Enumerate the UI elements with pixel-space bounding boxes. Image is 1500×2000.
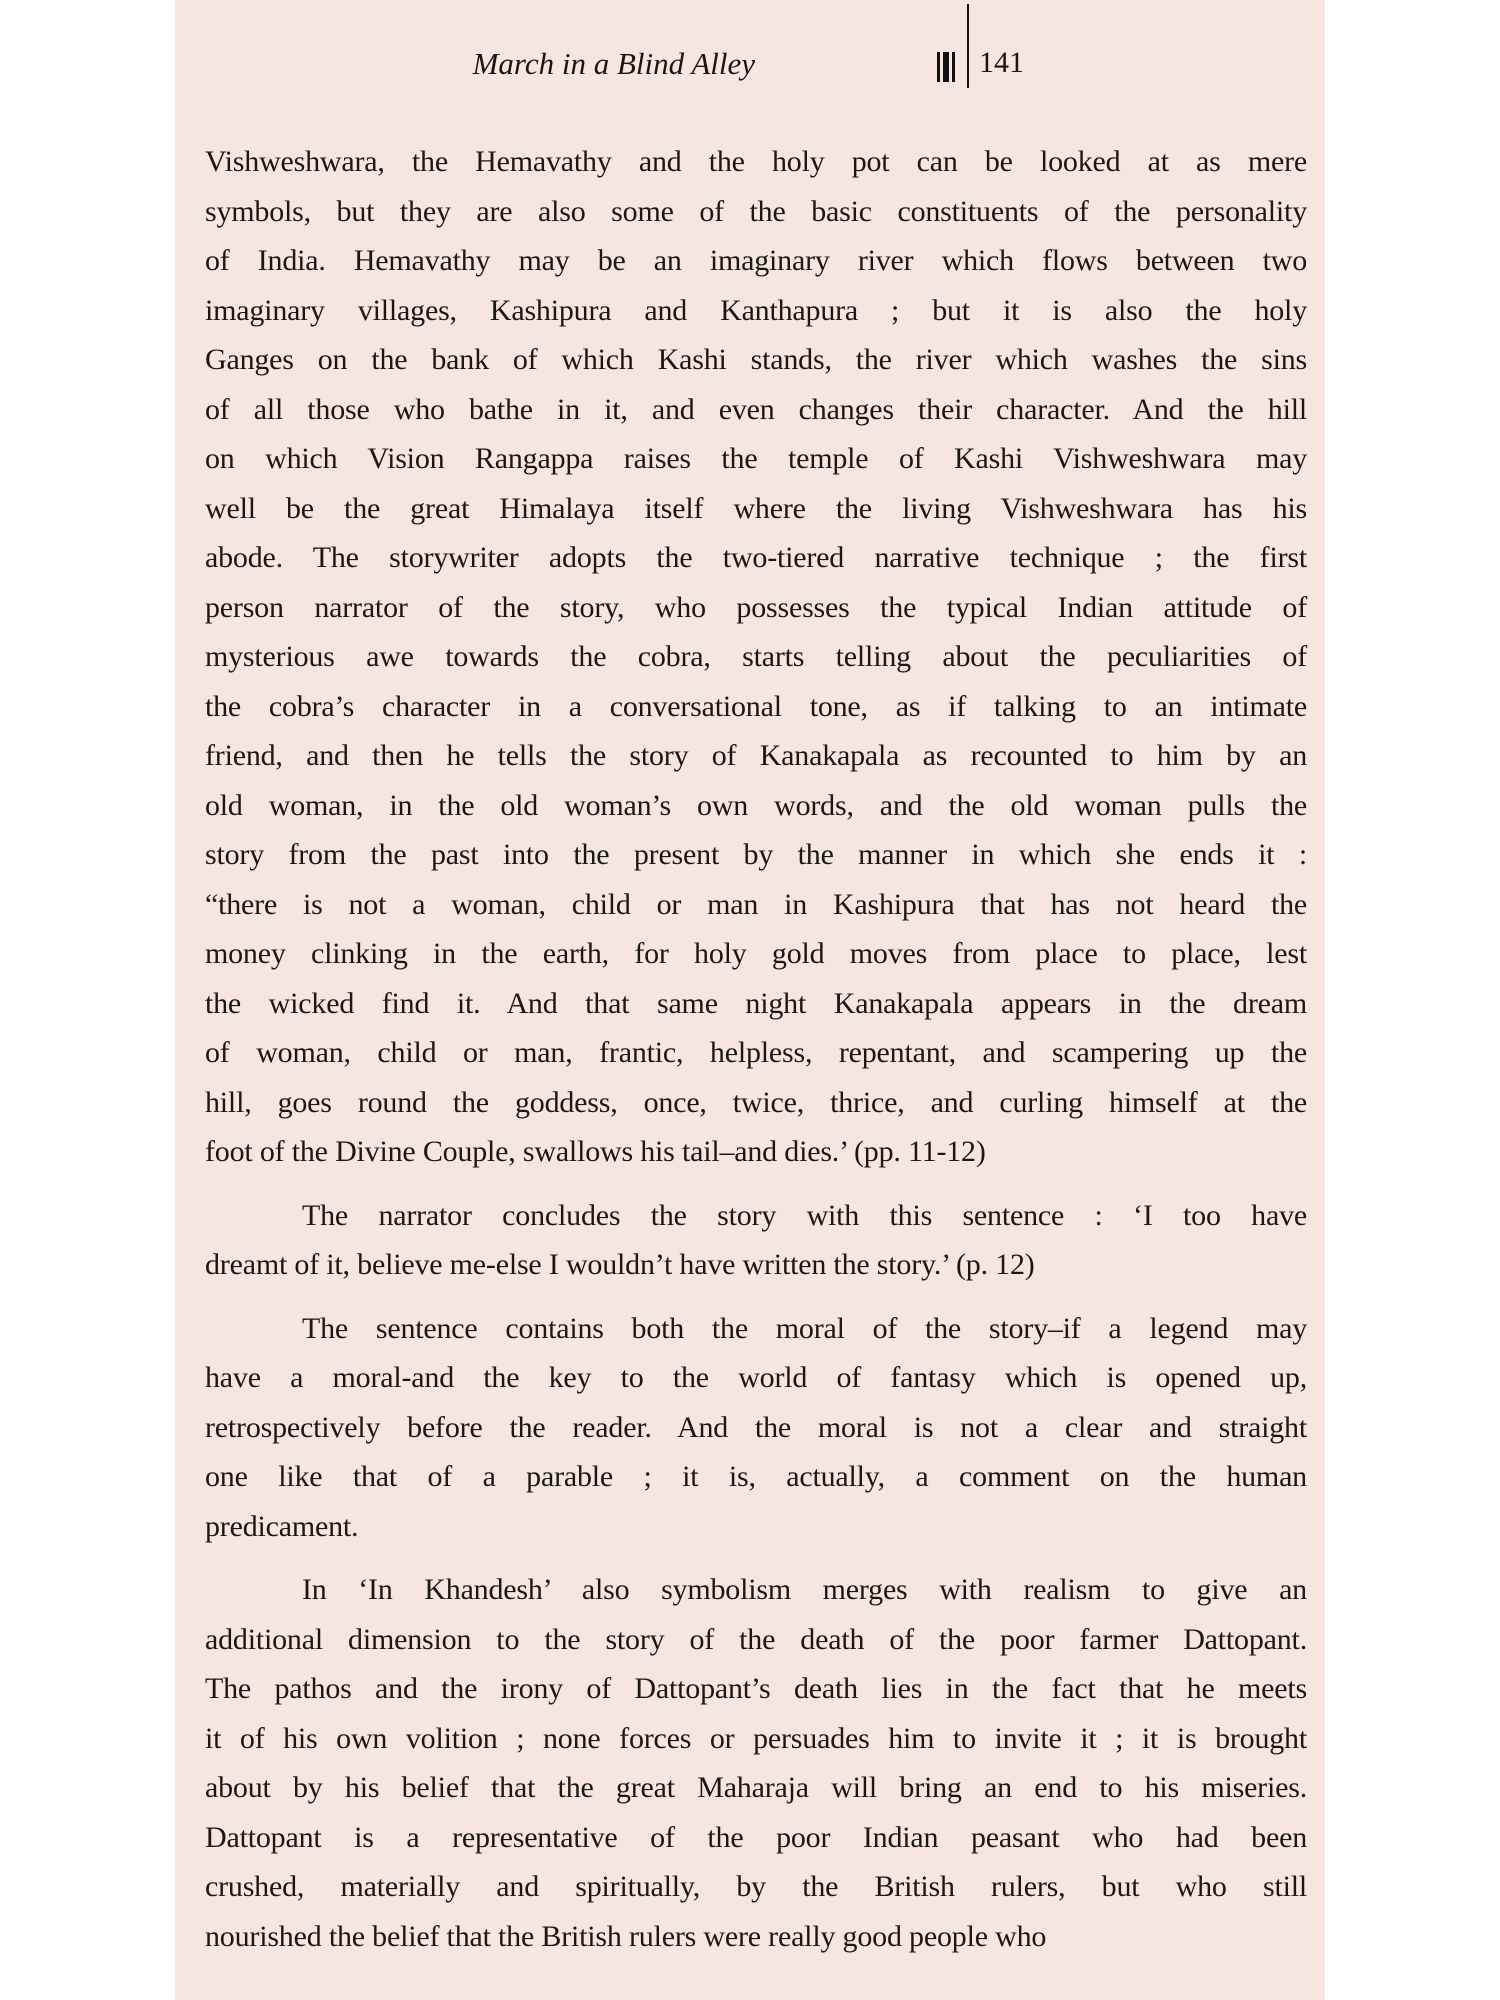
text-line: friend, and then he tells the story of Kanakapala as recounted to him by an xyxy=(205,739,1307,772)
text-line: crushed, materially and spiritually, by the British rulers, but who still xyxy=(205,1870,1307,1903)
text-line: dreamt of it, believe me-else I wouldn’t have written the story.’ (p. 12) xyxy=(205,1248,1035,1281)
text-line: imaginary villages, Kashipura and Kanthapura ; but it is also the holy xyxy=(205,293,1307,327)
text-line: the wicked find it. And that same night Kanakapala appears in the dream xyxy=(205,986,1307,1020)
text-line: of all those who bathe in it, and even changes their character. And the hill xyxy=(205,392,1307,426)
text-line: symbols, but they are also some of the basic constituents of the personality xyxy=(205,194,1307,228)
paragraph xyxy=(205,1565,1307,1961)
text-line: “there is not a woman, child or man in Kashipura that has not heard the xyxy=(205,887,1307,921)
paragraph xyxy=(205,137,1307,1177)
text-line: abode. The storywriter adopts the two-tiered narrative technique ; the first xyxy=(205,541,1307,574)
text-line: of woman, child or man, frantic, helpless, repentant, and scampering up the xyxy=(205,1036,1307,1069)
text-line: In ‘In Khandesh’ also symbolism merges with realism to give an xyxy=(302,1573,1307,1606)
text-line: one like that of a parable ; it is, actually, a comment on the human xyxy=(205,1460,1307,1493)
text-line: story from the past into the present by the manner in which she ends it : xyxy=(205,838,1307,871)
text-line: old woman, in the old woman’s own words, and the old woman pulls the xyxy=(205,788,1307,822)
paragraph xyxy=(205,1304,1307,1552)
body-text xyxy=(205,137,1307,1961)
page-number: 141 xyxy=(979,46,1024,79)
text-line: Vishweshwara, the Hemavathy and the holy pot can be looked at as mere xyxy=(205,145,1307,178)
text-line: well be the great Himalaya itself where the living Vishweshwara has his xyxy=(205,491,1307,525)
text-line: the cobra’s character in a conversational tone, as if talking to an intimate xyxy=(205,689,1307,723)
header-divider xyxy=(967,4,969,88)
text-line: hill, goes round the goddess, once, twice, thrice, and curling himself at the xyxy=(205,1085,1307,1119)
text-line: of India. Hemavathy may be an imaginary river which flows between two xyxy=(205,244,1307,277)
text-line: Dattopant is a representative of the poor Indian peasant who had been xyxy=(205,1820,1307,1854)
paragraph xyxy=(205,1191,1307,1290)
text-line: on which Vision Rangappa raises the temple of Kashi Vishweshwara may xyxy=(205,442,1307,475)
text-line: mysterious awe towards the cobra, starts telling about the peculiarities of xyxy=(205,640,1307,673)
text-line: it of his own volition ; none forces or persuades him to invite it ; it is brought xyxy=(205,1721,1307,1755)
text-line: Ganges on the bank of which Kashi stands, the river which washes the sins xyxy=(205,343,1307,376)
text-line: retrospectively before the reader. And the moral is not a clear and straight xyxy=(205,1410,1307,1444)
text-line: nourished the belief that the British rulers were really good people who xyxy=(205,1919,1047,1953)
page-header xyxy=(175,0,1325,100)
text-line: about by his belief that the great Maharaja will bring an end to his miseries. xyxy=(205,1771,1307,1804)
text-line: foot of the Divine Couple, swallows his tail–and dies.’ (pp. 11-12) xyxy=(205,1135,986,1168)
text-line: The narrator concludes the story with this sentence : ‘I too have xyxy=(302,1198,1307,1232)
text-line: The sentence contains both the moral of the story–if a legend may xyxy=(302,1311,1307,1345)
text-line: have a moral-and the key to the world of fantasy which is opened up, xyxy=(205,1361,1307,1394)
text-line: money clinking in the earth, for holy gold moves from place to place, lest xyxy=(205,937,1307,970)
text-line: The pathos and the irony of Dattopant’s death lies in the fact that he meets xyxy=(205,1672,1307,1705)
bars-ornament-icon xyxy=(937,52,957,82)
text-line: additional dimension to the story of the death of the poor farmer Dattopant. xyxy=(205,1622,1307,1656)
running-title: March in a Blind Alley xyxy=(472,46,755,81)
text-line: predicament. xyxy=(205,1509,359,1543)
text-line: person narrator of the story, who possesses the typical Indian attitude of xyxy=(205,590,1307,624)
book-page xyxy=(175,0,1325,2000)
